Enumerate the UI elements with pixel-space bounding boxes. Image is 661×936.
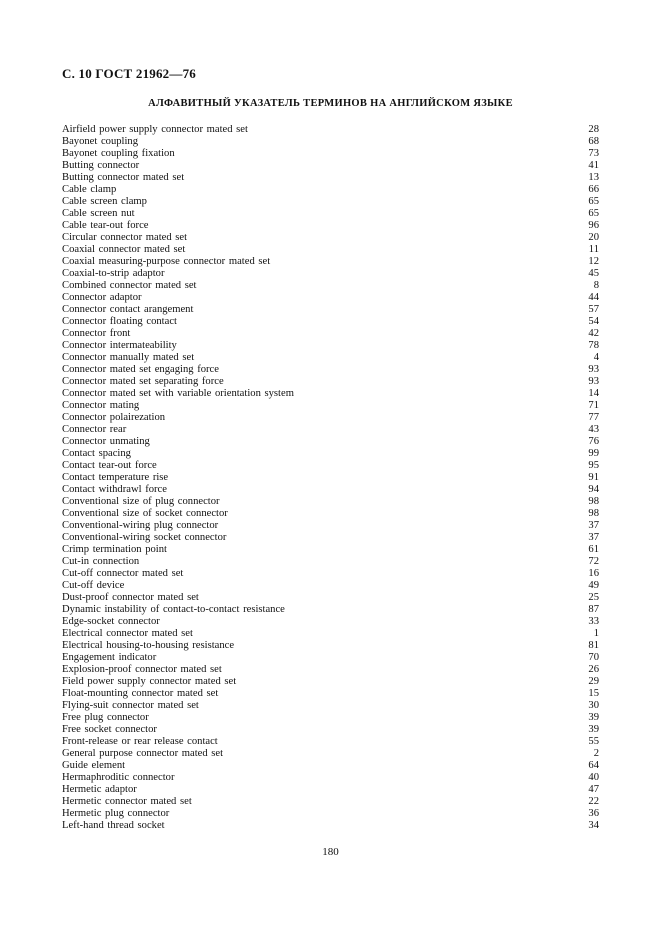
index-page-ref: 33	[588, 616, 599, 627]
index-entry	[62, 352, 599, 364]
index-entry	[62, 280, 599, 292]
index-term: Coaxial measuring-purpose connector mated set	[62, 256, 271, 267]
index-entry	[62, 796, 599, 808]
index-entry	[62, 772, 599, 784]
index-term: Free plug connector	[62, 712, 149, 723]
index-page-ref: 13	[588, 172, 599, 183]
index-page-ref: 30	[588, 700, 599, 711]
index-entry	[62, 244, 599, 256]
index-entry	[62, 616, 599, 628]
index-term: Bayonet coupling fixation	[62, 148, 175, 159]
index-page-ref: 28	[588, 124, 599, 135]
index-entry	[62, 328, 599, 340]
index-entry	[62, 376, 599, 388]
index-term: Hermetic connector mated set	[62, 796, 192, 807]
index-term: Conventional size of socket connector	[62, 508, 228, 519]
index-term: Contact withdrawl force	[62, 484, 167, 495]
index-term: Free socket connector	[62, 724, 157, 735]
index-entry	[62, 412, 599, 424]
index-term: Conventional-wiring socket connector	[62, 532, 227, 543]
index-term: Connector mated set with variable orientation system	[62, 388, 294, 399]
index-page-ref: 81	[588, 640, 599, 651]
index-entry	[62, 676, 599, 688]
index-term: Conventional size of plug connector	[62, 496, 220, 507]
index-term: Flying-suit connector mated set	[62, 700, 199, 711]
index-page-ref: 57	[588, 304, 599, 315]
index-term: Cable tear-out force	[62, 220, 149, 231]
index-page-ref: 55	[588, 736, 599, 747]
index-term: Connector intermateability	[62, 340, 177, 351]
index-term: Conventional-wiring plug connector	[62, 520, 219, 531]
index-page-ref: 70	[588, 652, 599, 663]
index-term: Electrical connector mated set	[62, 628, 193, 639]
index-page-ref: 15	[588, 688, 599, 699]
index-entry	[62, 208, 599, 220]
index-page-ref: 1	[593, 628, 599, 639]
index-entry	[62, 400, 599, 412]
index-entry	[62, 628, 599, 640]
index-entry	[62, 784, 599, 796]
index-page-ref: 93	[588, 364, 599, 375]
index-term: Combined connector mated set	[62, 280, 197, 291]
term-index-list	[62, 124, 599, 832]
index-term: Cut-off connector mated set	[62, 568, 184, 579]
index-page-ref: 54	[588, 316, 599, 327]
index-entry	[62, 232, 599, 244]
index-term: Connector front	[62, 328, 131, 339]
index-page-ref: 76	[588, 436, 599, 447]
index-term: Hermetic adaptor	[62, 784, 137, 795]
index-entry	[62, 532, 599, 544]
index-term: Connector adaptor	[62, 292, 142, 303]
index-page-ref: 37	[588, 520, 599, 531]
index-entry	[62, 640, 599, 652]
index-page-ref: 34	[588, 820, 599, 831]
index-term: Connector rear	[62, 424, 127, 435]
page-header: С. 10 ГОСТ 21962—76	[62, 66, 196, 81]
index-term: Guide element	[62, 760, 126, 771]
index-term: Hermaphroditic connector	[62, 772, 175, 783]
index-term: Contact tear-out force	[62, 460, 157, 471]
index-term: Contact spacing	[62, 448, 131, 459]
index-term: Coaxial connector mated set	[62, 244, 186, 255]
index-entry	[62, 364, 599, 376]
index-term: Electrical housing-to-housing resistance	[62, 640, 235, 651]
index-page-ref: 36	[588, 808, 599, 819]
index-page-ref: 4	[593, 352, 599, 363]
index-term: Airfield power supply connector mated set	[62, 124, 248, 135]
index-page-ref: 91	[588, 472, 599, 483]
index-term: Edge-socket connector	[62, 616, 160, 627]
index-entry	[62, 316, 599, 328]
index-entry	[62, 748, 599, 760]
index-page-ref: 11	[588, 244, 599, 255]
index-entry	[62, 580, 599, 592]
index-entry	[62, 652, 599, 664]
index-entry	[62, 556, 599, 568]
index-page-ref: 61	[588, 544, 599, 555]
index-entry	[62, 460, 599, 472]
index-entry	[62, 340, 599, 352]
index-entry	[62, 724, 599, 736]
index-page-ref: 43	[588, 424, 599, 435]
index-page-ref: 87	[588, 604, 599, 615]
index-term: Hermetic plug connector	[62, 808, 170, 819]
index-page-ref: 47	[588, 784, 599, 795]
index-page-ref: 68	[588, 136, 599, 147]
index-page-ref: 16	[588, 568, 599, 579]
index-term: Dust-proof connector mated set	[62, 592, 199, 603]
index-page-ref: 25	[588, 592, 599, 603]
index-entry	[62, 448, 599, 460]
index-page-ref: 22	[588, 796, 599, 807]
index-entry	[62, 592, 599, 604]
index-term: Connector contact arangement	[62, 304, 194, 315]
index-entry	[62, 760, 599, 772]
index-page-ref: 26	[588, 664, 599, 675]
index-entry	[62, 508, 599, 520]
index-entry	[62, 604, 599, 616]
index-term: Cut-in connection	[62, 556, 140, 567]
index-entry	[62, 292, 599, 304]
index-entry	[62, 808, 599, 820]
index-page-ref: 39	[588, 724, 599, 735]
index-page-ref: 29	[588, 676, 599, 687]
index-entry	[62, 136, 599, 148]
index-entry	[62, 184, 599, 196]
index-entry	[62, 436, 599, 448]
index-page-ref: 77	[588, 412, 599, 423]
index-entry	[62, 148, 599, 160]
index-entry	[62, 700, 599, 712]
index-term: Float-mounting connector mated set	[62, 688, 219, 699]
index-term: Explosion-proof connector mated set	[62, 664, 222, 675]
index-page-ref: 40	[588, 772, 599, 783]
index-page-ref: 20	[588, 232, 599, 243]
index-term: Connector unmating	[62, 436, 150, 447]
index-term: Crimp termination point	[62, 544, 167, 555]
index-entry	[62, 688, 599, 700]
index-page-ref: 98	[588, 496, 599, 507]
index-entry	[62, 520, 599, 532]
index-page-ref: 14	[588, 388, 599, 399]
index-term: Cable clamp	[62, 184, 117, 195]
page-number: 180	[322, 846, 339, 858]
index-term: Bayonet coupling	[62, 136, 139, 147]
index-page-ref: 8	[593, 280, 599, 291]
index-page-ref: 93	[588, 376, 599, 387]
index-entry	[62, 568, 599, 580]
index-term: Connector manually mated set	[62, 352, 195, 363]
index-entry	[62, 388, 599, 400]
index-page-ref: 99	[588, 448, 599, 459]
index-entry	[62, 712, 599, 724]
index-page-ref: 45	[588, 268, 599, 279]
index-term: General purpose connector mated set	[62, 748, 224, 759]
index-entry	[62, 496, 599, 508]
index-term: Connector polairezation	[62, 412, 166, 423]
index-page-ref: 94	[588, 484, 599, 495]
index-term: Left-hand thread socket	[62, 820, 165, 831]
index-page-ref: 65	[588, 208, 599, 219]
index-entry	[62, 736, 599, 748]
index-term: Connector mated set separating force	[62, 376, 224, 387]
index-term: Butting connector mated set	[62, 172, 185, 183]
index-term: Dynamic instability of contact-to-contact resistance	[62, 604, 285, 615]
index-page-ref: 72	[588, 556, 599, 567]
index-entry	[62, 544, 599, 556]
index-page-ref: 12	[588, 256, 599, 267]
index-term: Coaxial-to-strip adaptor	[62, 268, 165, 279]
index-page-ref: 65	[588, 196, 599, 207]
index-term: Cable screen nut	[62, 208, 135, 219]
index-page-ref: 41	[588, 160, 599, 171]
index-page-ref: 78	[588, 340, 599, 351]
index-term: Circular connector mated set	[62, 232, 188, 243]
index-entry	[62, 220, 599, 232]
index-page-ref: 66	[588, 184, 599, 195]
index-page-ref: 95	[588, 460, 599, 471]
index-entry	[62, 172, 599, 184]
index-term: Engagement indicator	[62, 652, 157, 663]
index-term: Front-release or rear release contact	[62, 736, 218, 747]
index-page-ref: 96	[588, 220, 599, 231]
index-term: Connector floating contact	[62, 316, 177, 327]
index-page-ref: 73	[588, 148, 599, 159]
index-page-ref: 64	[588, 760, 599, 771]
index-term: Connector mating	[62, 400, 140, 411]
index-entry	[62, 196, 599, 208]
index-page-ref: 44	[588, 292, 599, 303]
index-entry	[62, 160, 599, 172]
index-term: Contact temperature rise	[62, 472, 169, 483]
index-term: Connector mated set engaging force	[62, 364, 219, 375]
index-entry	[62, 472, 599, 484]
index-entry	[62, 424, 599, 436]
index-page-ref: 37	[588, 532, 599, 543]
index-page-ref: 42	[588, 328, 599, 339]
index-entry	[62, 820, 599, 832]
index-entry	[62, 304, 599, 316]
index-term: Butting connector	[62, 160, 140, 171]
index-page-ref: 49	[588, 580, 599, 591]
index-term: Cut-off device	[62, 580, 125, 591]
index-entry	[62, 256, 599, 268]
index-title: АЛФАВИТНЫЙ УКАЗАТЕЛЬ ТЕРМИНОВ НА АНГЛИЙСКОМ ЯЗЫКЕ	[148, 98, 513, 109]
index-entry	[62, 124, 599, 136]
index-entry	[62, 268, 599, 280]
index-page-ref: 39	[588, 712, 599, 723]
index-entry	[62, 664, 599, 676]
index-term: Field power supply connector mated set	[62, 676, 237, 687]
index-page-ref: 71	[588, 400, 599, 411]
index-entry	[62, 484, 599, 496]
index-page-ref: 2	[593, 748, 599, 759]
index-term: Cable screen clamp	[62, 196, 147, 207]
index-page-ref: 98	[588, 508, 599, 519]
